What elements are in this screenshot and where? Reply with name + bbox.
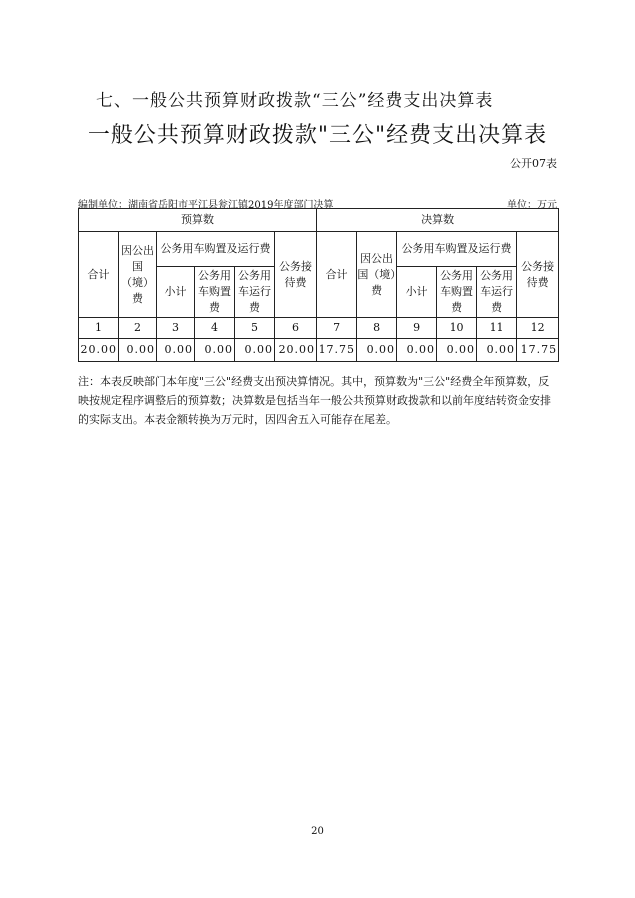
column-number: 9 (397, 318, 437, 339)
column-number: 10 (437, 318, 477, 339)
final-vehicle-operation-header: 公务用车运行费 (477, 267, 517, 318)
final-subtotal-header: 小计 (397, 267, 437, 318)
value-cell: 0.00 (357, 339, 397, 362)
budget-vehicle-operation-header: 公务用车运行费 (235, 267, 275, 318)
column-number: 6 (275, 318, 317, 339)
budget-travel-header: 因公出国（境）费 (119, 232, 157, 318)
value-row (79, 339, 559, 362)
budget-group-header: 预算数 (79, 209, 317, 232)
page-number: 20 (311, 826, 324, 837)
value-cell: 17.75 (317, 339, 357, 362)
column-number: 12 (517, 318, 559, 339)
section-heading: 七、一般公共预算财政拨款“三公”经费支出决算表 (96, 91, 494, 111)
unit-label: 单位：万元 (507, 200, 557, 211)
budget-vehicle-group-header: 公务用车购置及运行费 (157, 232, 275, 267)
value-cell: 0.00 (397, 339, 437, 362)
value-cell: 0.00 (477, 339, 517, 362)
final-reception-header: 公务接待费 (517, 232, 559, 318)
value-cell: 0.00 (195, 339, 235, 362)
value-cell: 17.75 (517, 339, 559, 362)
column-number: 11 (477, 318, 517, 339)
table-title: 一般公共预算财政拨款"三公"经费支出决算表 (87, 123, 548, 148)
compiler-label: 编制单位：湖南省岳阳市平江县瓮江镇2019年度部门决算 (78, 200, 334, 211)
table-note: 注：本表反映部门本年度"三公"经费支出预决算情况。其中，预算数为"三公"经费全年预算数，反映按规定程序调整后的预算数；决算数是包括当年一般公共预算财政拨款和以前年度结转资金安排的实际支出。本表金额转换为万元时，因四舍五入可能存在尾差。 (78, 375, 551, 426)
column-number: 5 (235, 318, 275, 339)
budget-subtotal-header: 小计 (157, 267, 195, 318)
value-cell: 0.00 (235, 339, 275, 362)
value-cell: 0.00 (119, 339, 157, 362)
final-total-header: 合计 (317, 232, 357, 318)
final-travel-header: 因公出国（境）费 (357, 232, 397, 318)
three-public-expenses-table (78, 208, 559, 362)
final-group-header: 决算数 (317, 209, 559, 232)
column-number: 3 (157, 318, 195, 339)
column-number: 4 (195, 318, 235, 339)
column-number: 7 (317, 318, 357, 339)
value-cell: 20.00 (79, 339, 119, 362)
value-cell: 0.00 (437, 339, 477, 362)
final-vehicle-group-header: 公务用车购置及运行费 (397, 232, 517, 267)
column-number-row (79, 318, 559, 339)
column-number: 1 (79, 318, 119, 339)
value-cell: 20.00 (275, 339, 317, 362)
final-vehicle-purchase-header: 公务用车购置费 (437, 267, 477, 318)
budget-total-header: 合计 (79, 232, 119, 318)
column-number: 8 (357, 318, 397, 339)
budget-vehicle-purchase-header: 公务用车购置费 (195, 267, 235, 318)
value-cell: 0.00 (157, 339, 195, 362)
table-code: 公开07表 (510, 157, 557, 170)
budget-reception-header: 公务接待费 (275, 232, 317, 318)
column-number: 2 (119, 318, 157, 339)
